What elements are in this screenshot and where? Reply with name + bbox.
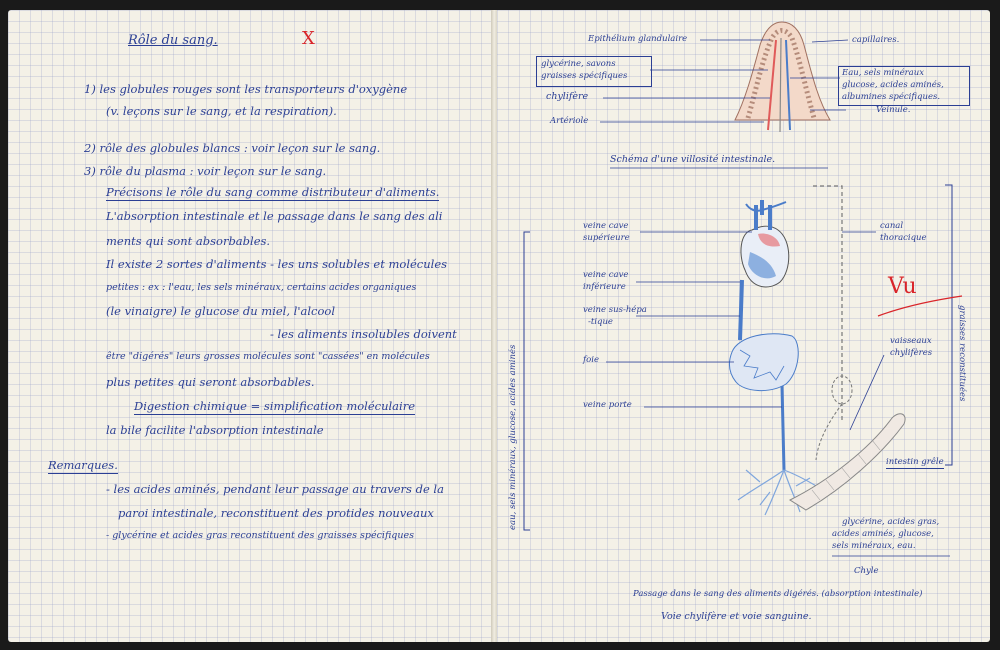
label-canal-2: thoracique <box>880 233 927 243</box>
label-foie: foie <box>583 355 600 365</box>
text-line-1: 1) les globules rouges sont les transporteurs d'oxygène <box>84 82 408 96</box>
box-eau-line-2: glucose, acides aminés, <box>842 80 944 90</box>
text-line-14: Digestion chimique = simplification moléculaire <box>134 399 416 413</box>
box-glycerine-line-2: graisses spécifiques <box>541 71 628 81</box>
text-line-12: être "digérés" leurs grosses molécules sont "cassées" en molécules <box>106 351 430 362</box>
red-x-mark: X <box>302 28 315 49</box>
text-line-19: - glycérine et acides gras reconstituent des graisses spécifiques <box>106 530 414 541</box>
label-canal-1: canal <box>880 221 904 231</box>
footer-line-2: Voie chylifère et voie sanguine. <box>661 611 812 622</box>
label-veinule: Veinule. <box>876 105 911 115</box>
text-line-17: - les acides aminés, pendant leur passage au travers de la <box>106 482 444 496</box>
teacher-grade-mark: Vu <box>888 274 917 299</box>
vertical-label-left: eau, sels minéraux, glucose, acides aminés <box>508 344 518 530</box>
chyle-line-3: sels minéraux, eau. <box>832 541 916 551</box>
text-line-10: (le vinaigre) le glucose du miel, l'alcool <box>106 304 336 318</box>
text-line-7: ments qui sont absorbables. <box>106 234 271 248</box>
text-line-6: L'absorption intestinale et le passage dans le sang des ali <box>106 209 443 223</box>
label-chyle: Chyle <box>854 566 879 576</box>
text-line-13: plus petites qui seront absorbables. <box>106 375 315 389</box>
chyle-line-1: glycérine, acides gras, <box>842 517 940 527</box>
label-chylifere: chylifère <box>546 91 589 102</box>
text-line-9: petites : ex : l'eau, les sels minéraux, certains acides organiques <box>106 282 417 293</box>
label-vaisseaux-1: vaisseaux <box>890 336 932 346</box>
label-capillaires: capillaires. <box>852 35 900 45</box>
text-line-4: 3) rôle du plasma : voir leçon sur le sang. <box>84 164 327 178</box>
chyle-line-2: acides aminés, glucose, <box>832 529 934 539</box>
label-epithelium: Epithélium glandulaire <box>588 34 688 44</box>
text-line-3: 2) rôle des globules blancs : voir leçon sur le sang. <box>84 141 381 155</box>
text-line-11: - les aliments insolubles doivent <box>270 327 457 341</box>
page-title: Rôle du sang. <box>128 33 218 48</box>
text-line-8: Il existe 2 sortes d'aliments - les uns solubles et molécules <box>106 257 448 271</box>
label-vci-2: inférieure <box>583 282 626 292</box>
label-vsh-1: veine sus-hépa <box>583 305 647 315</box>
remarks-heading: Remarques. <box>48 458 118 472</box>
text-line-5: Précisons le rôle du sang comme distributeur d'aliments. <box>106 185 440 199</box>
label-vsh-2: -tique <box>588 317 613 327</box>
label-arteriole: Artériole <box>550 116 589 126</box>
label-veine-porte: veine porte <box>583 400 632 410</box>
text-line-18: paroi intestinale, reconstituent des protides nouveaux <box>118 506 434 520</box>
label-vcs-1: veine cave <box>583 221 629 231</box>
footer-line-1: Passage dans le sang des aliments digérés. (absorption intestinale) <box>633 589 923 599</box>
vertical-label-right: graisses reconstituées <box>957 305 967 402</box>
text-line-2: (v. leçons sur le sang, et la respiration). <box>106 104 337 118</box>
label-vcs-2: supérieure <box>583 233 630 243</box>
box-glycerine-line-1: glycérine, savons <box>541 59 616 69</box>
label-vaisseaux-2: chylifères <box>890 348 933 358</box>
box-eau-line-3: albumines spécifiques. <box>842 92 941 102</box>
box-eau-line-1: Eau, sels minéraux <box>842 68 925 78</box>
label-vci-1: veine cave <box>583 270 629 280</box>
text-line-15: la bile facilite l'absorption intestinale <box>106 423 324 437</box>
caption-villosite: Schéma d'une villosité intestinale. <box>610 154 776 165</box>
label-intestin-grele: intestin grêle <box>886 457 944 467</box>
